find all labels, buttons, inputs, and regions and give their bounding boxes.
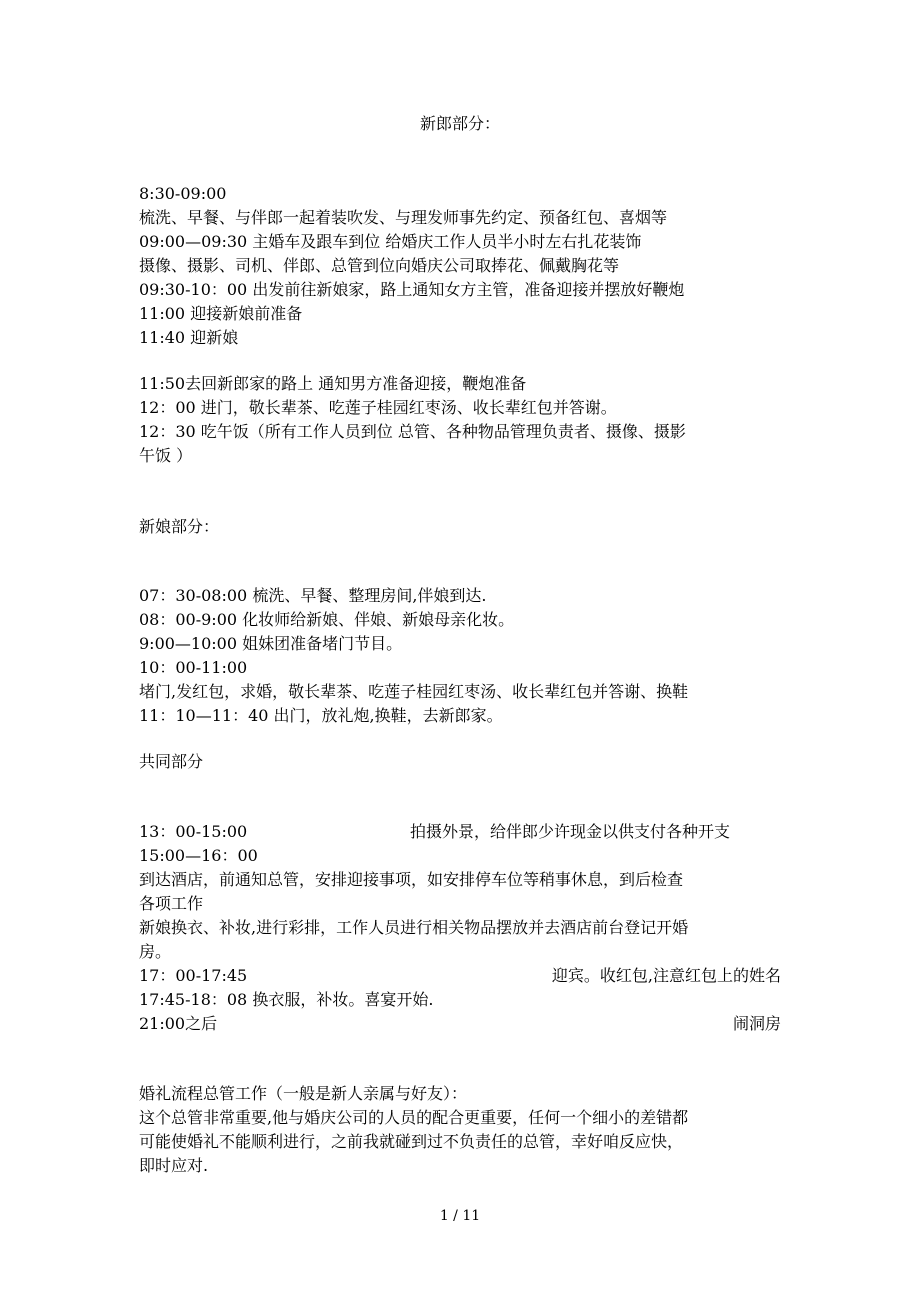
groom-line-10: 12：30 吃午饭（所有工作人员到位 总管、各种物品管理负责者、摄像、摄影 [139,422,686,441]
groom-line-3: 09:00—09:30 主婚车及跟车到位 给婚庆工作人员半小时左右扎花装饰 [139,232,642,251]
bride-section-title: 新娘部分： [139,517,220,536]
groom-line-6: 11:00 迎接新娘前准备 [139,304,303,323]
groom-line-2: 梳洗、早餐、与伴郎一起着装吹发、与理发师事先约定、预备红包、喜烟等 [139,208,668,227]
groom-line-9: 12：00 进门，敬长辈茶、吃莲子桂园红枣汤、收长辈红包并答谢。 [139,398,617,417]
common-row-9-text: 闹洞房 [732,1014,781,1033]
page-number: 1 / 11 [439,1208,481,1224]
common-line-4: 各项工作 [139,894,204,913]
common-line-3: 到达酒店，前通知总管，安排迎接事项，如安排停车位等稍事休息，到后检查 [139,870,684,889]
bride-line-6: 11：10—11：40 出门，放礼炮,换鞋，去新郎家。 [139,706,503,725]
common-row-1 [139,820,781,844]
common-row-1-time: 13：00-15:00 [139,822,248,841]
groom-line-7: 11:40 迎新娘 [139,328,239,347]
common-line-8: 17:45-18：08 换衣服，补妆。喜宴开始. [139,990,434,1009]
bride-line-5: 堵门,发红包，求婚，敬长辈茶、吃莲子桂园红枣汤、收长辈红包并答谢、换鞋 [139,682,689,701]
groom-section-title: 新郎部分： [419,114,500,133]
common-line-2: 15:00—16：00 [139,846,258,865]
common-row-7-time: 17：00-17:45 [139,966,248,985]
common-row-7 [139,964,781,988]
common-line-5: 新娘换衣、补妆,进行彩排，工作人员进行相关物品摆放并去酒店前台登记开婚 [139,918,689,937]
groom-line-8: 11:50去回新郎家的路上 通知男方准备迎接，鞭炮准备 [139,374,527,393]
groom-line-5: 09:30-10：00 出发前往新娘家，路上通知女方主管，准备迎接并摆放好鞭炮 [139,280,685,299]
common-row-9 [139,1012,781,1036]
common-row-7-text: 迎宾。收红包,注意红包上的姓名 [551,966,781,985]
manager-section-title: 婚礼流程总管工作（一般是新人亲属与好友）： [139,1084,468,1103]
bride-line-2: 08：00-9:00 化妆师给新娘、伴娘、新娘母亲化妆。 [139,610,515,629]
common-line-6: 房。 [139,942,172,961]
bride-line-4: 10：00-11:00 [139,658,248,677]
common-row-1-text: 拍摄外景，给伴郎少许现金以供支付各种开支 [410,822,731,841]
bride-line-1: 07：30-08:00 梳洗、早餐、整理房间,伴娘到达. [139,586,487,605]
groom-line-4: 摄像、摄影、司机、伴郎、总管到位向婚庆公司取捧花、佩戴胸花等 [139,256,620,275]
common-section-title: 共同部分 [139,752,204,771]
groom-line-1: 8:30-09:00 [139,184,227,203]
manager-line-3: 即时应对. [139,1156,209,1175]
manager-line-2: 可能使婚礼不能顺利进行，之前我就碰到过不负责任的总管，幸好咱反应快， [139,1132,684,1151]
common-row-9-time: 21:00之后 [139,1014,218,1033]
manager-line-1: 这个总管非常重要,他与婚庆公司的人员的配合更重要，任何一个细小的差错都 [139,1108,689,1127]
bride-line-3: 9:00—10:00 姐妹团准备堵门节目。 [139,634,403,653]
groom-line-11: 午饭 ） [139,446,193,465]
